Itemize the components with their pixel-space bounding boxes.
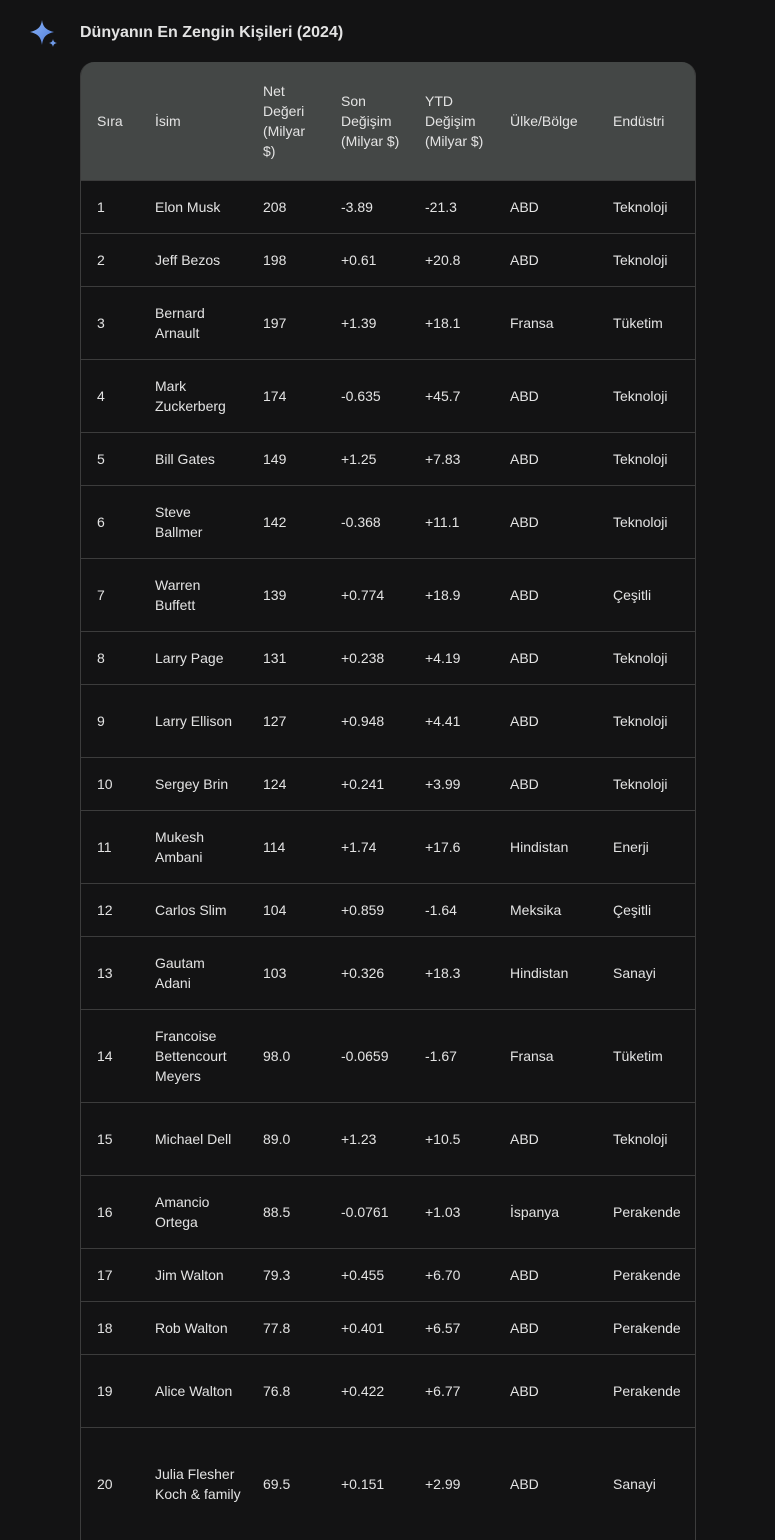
cell-net-worth: 98.0 — [247, 1009, 325, 1102]
cell-last-change: +1.39 — [325, 286, 409, 359]
cell-country: ABD — [494, 631, 597, 684]
cell-name: Rob Walton — [139, 1301, 247, 1354]
cell-country: ABD — [494, 233, 597, 286]
cell-net-worth: 77.8 — [247, 1301, 325, 1354]
cell-country: ABD — [494, 558, 597, 631]
table-row — [81, 233, 696, 286]
cell-ytd-change: -1.64 — [409, 883, 494, 936]
table-row — [81, 359, 696, 432]
cell-rank: 13 — [81, 936, 139, 1009]
cell-ytd-change: +17.6 — [409, 810, 494, 883]
cell-net-worth: 174 — [247, 359, 325, 432]
table-row — [81, 1102, 696, 1175]
cell-last-change: +1.74 — [325, 810, 409, 883]
cell-last-change: +0.948 — [325, 684, 409, 757]
richest-people-table — [80, 62, 696, 1540]
cell-name: Francoise Bettencourt Meyers — [139, 1009, 247, 1102]
cell-industry: Çeşitli — [597, 558, 696, 631]
cell-rank: 1 — [81, 180, 139, 233]
cell-ytd-change: +20.8 — [409, 233, 494, 286]
cell-rank: 9 — [81, 684, 139, 757]
cell-ytd-change: +3.99 — [409, 757, 494, 810]
cell-country: ABD — [494, 1427, 597, 1540]
cell-net-worth: 139 — [247, 558, 325, 631]
cell-net-worth: 208 — [247, 180, 325, 233]
cell-country: İspanya — [494, 1175, 597, 1248]
cell-last-change: -0.0659 — [325, 1009, 409, 1102]
table-row — [81, 1175, 696, 1248]
cell-industry: Teknoloji — [597, 757, 696, 810]
column-header-name: İsim — [155, 112, 181, 129]
cell-country: Fransa — [494, 286, 597, 359]
cell-last-change: +0.455 — [325, 1248, 409, 1301]
cell-country: Hindistan — [494, 810, 597, 883]
cell-industry: Perakende — [597, 1175, 696, 1248]
table-row — [81, 432, 696, 485]
cell-country: ABD — [494, 180, 597, 233]
cell-country: ABD — [494, 359, 597, 432]
gemini-sparkle-icon — [28, 18, 60, 50]
cell-net-worth: 142 — [247, 485, 325, 558]
cell-net-worth: 114 — [247, 810, 325, 883]
cell-last-change: +0.61 — [325, 233, 409, 286]
cell-ytd-change: +1.03 — [409, 1175, 494, 1248]
cell-last-change: +0.422 — [325, 1354, 409, 1427]
cell-name: Mark Zuckerberg — [139, 359, 247, 432]
cell-industry: Tüketim — [597, 1009, 696, 1102]
cell-ytd-change: -1.67 — [409, 1009, 494, 1102]
cell-country: ABD — [494, 432, 597, 485]
cell-country: ABD — [494, 1301, 597, 1354]
cell-rank: 17 — [81, 1248, 139, 1301]
cell-last-change: +0.774 — [325, 558, 409, 631]
cell-ytd-change: +6.70 — [409, 1248, 494, 1301]
cell-industry: Perakende — [597, 1354, 696, 1427]
cell-net-worth: 149 — [247, 432, 325, 485]
column-header-ytd-change: YTD Değişim (Milyar $) — [425, 92, 484, 149]
cell-ytd-change: +10.5 — [409, 1102, 494, 1175]
cell-net-worth: 103 — [247, 936, 325, 1009]
cell-country: ABD — [494, 1102, 597, 1175]
cell-net-worth: 69.5 — [247, 1427, 325, 1540]
table-row — [81, 1301, 696, 1354]
cell-country: ABD — [494, 485, 597, 558]
table-row — [81, 936, 696, 1009]
cell-industry: Enerji — [597, 810, 696, 883]
cell-rank: 15 — [81, 1102, 139, 1175]
cell-name: Gautam Adani — [139, 936, 247, 1009]
cell-industry: Teknoloji — [597, 359, 696, 432]
table-row — [81, 1009, 696, 1102]
cell-last-change: +0.151 — [325, 1427, 409, 1540]
table-row — [81, 631, 696, 684]
cell-rank: 19 — [81, 1354, 139, 1427]
cell-rank: 8 — [81, 631, 139, 684]
cell-rank: 3 — [81, 286, 139, 359]
cell-name: Bernard Arnault — [139, 286, 247, 359]
cell-rank: 11 — [81, 810, 139, 883]
cell-net-worth: 88.5 — [247, 1175, 325, 1248]
cell-industry: Perakende — [597, 1248, 696, 1301]
cell-last-change: -0.368 — [325, 485, 409, 558]
cell-name: Julia Flesher Koch & family — [139, 1427, 247, 1540]
cell-ytd-change: +11.1 — [409, 485, 494, 558]
cell-name: Larry Ellison — [139, 684, 247, 757]
cell-industry: Teknoloji — [597, 180, 696, 233]
cell-country: ABD — [494, 684, 597, 757]
cell-rank: 14 — [81, 1009, 139, 1102]
cell-name: Elon Musk — [139, 180, 247, 233]
table-row — [81, 1354, 696, 1427]
response-header — [28, 18, 60, 50]
cell-ytd-change: +45.7 — [409, 359, 494, 432]
response-title: Dünyanın En Zengin Kişileri (2024) — [80, 24, 344, 41]
cell-ytd-change: +18.3 — [409, 936, 494, 1009]
cell-net-worth: 76.8 — [247, 1354, 325, 1427]
cell-country: Hindistan — [494, 936, 597, 1009]
cell-last-change: +0.238 — [325, 631, 409, 684]
column-header-last-change: Son Değişim (Milyar $) — [341, 92, 400, 149]
cell-name: Michael Dell — [139, 1102, 247, 1175]
cell-name: Warren Buffett — [139, 558, 247, 631]
cell-last-change: -0.0761 — [325, 1175, 409, 1248]
cell-name: Steve Ballmer — [139, 485, 247, 558]
table-row — [81, 286, 696, 359]
cell-country: ABD — [494, 1354, 597, 1427]
cell-industry: Teknoloji — [597, 631, 696, 684]
table-row — [81, 1427, 696, 1540]
table-row — [81, 558, 696, 631]
cell-rank: 7 — [81, 558, 139, 631]
cell-net-worth: 89.0 — [247, 1102, 325, 1175]
cell-rank: 12 — [81, 883, 139, 936]
cell-name: Sergey Brin — [139, 757, 247, 810]
table-row — [81, 180, 696, 233]
cell-net-worth: 197 — [247, 286, 325, 359]
column-header-rank: Sıra — [97, 112, 123, 129]
cell-net-worth: 104 — [247, 883, 325, 936]
cell-ytd-change: +6.57 — [409, 1301, 494, 1354]
cell-name: Alice Walton — [139, 1354, 247, 1427]
cell-net-worth: 198 — [247, 233, 325, 286]
cell-industry: Sanayi — [597, 936, 696, 1009]
cell-name: Amancio Ortega — [139, 1175, 247, 1248]
cell-rank: 6 — [81, 485, 139, 558]
cell-rank: 20 — [81, 1427, 139, 1540]
cell-country: Fransa — [494, 1009, 597, 1102]
cell-ytd-change: +2.99 — [409, 1427, 494, 1540]
cell-net-worth: 79.3 — [247, 1248, 325, 1301]
cell-rank: 18 — [81, 1301, 139, 1354]
cell-ytd-change: +4.41 — [409, 684, 494, 757]
cell-last-change: +0.326 — [325, 936, 409, 1009]
cell-net-worth: 127 — [247, 684, 325, 757]
cell-name: Larry Page — [139, 631, 247, 684]
cell-name: Mukesh Ambani — [139, 810, 247, 883]
cell-industry: Teknoloji — [597, 233, 696, 286]
cell-country: ABD — [494, 757, 597, 810]
table-header-row — [81, 62, 696, 180]
cell-net-worth: 131 — [247, 631, 325, 684]
table-row — [81, 810, 696, 883]
cell-industry: Teknoloji — [597, 684, 696, 757]
cell-rank: 10 — [81, 757, 139, 810]
cell-last-change: -3.89 — [325, 180, 409, 233]
cell-country: Meksika — [494, 883, 597, 936]
cell-industry: Tüketim — [597, 286, 696, 359]
cell-ytd-change: +7.83 — [409, 432, 494, 485]
cell-ytd-change: +6.77 — [409, 1354, 494, 1427]
table-row — [81, 757, 696, 810]
cell-rank: 5 — [81, 432, 139, 485]
cell-last-change: +1.23 — [325, 1102, 409, 1175]
cell-net-worth: 124 — [247, 757, 325, 810]
column-header-net-worth: Net Değeri (Milyar $) — [263, 82, 305, 159]
cell-last-change: +0.401 — [325, 1301, 409, 1354]
cell-ytd-change: +18.1 — [409, 286, 494, 359]
cell-industry: Çeşitli — [597, 883, 696, 936]
cell-last-change: -0.635 — [325, 359, 409, 432]
cell-rank: 16 — [81, 1175, 139, 1248]
cell-ytd-change: -21.3 — [409, 180, 494, 233]
cell-last-change: +0.241 — [325, 757, 409, 810]
cell-last-change: +1.25 — [325, 432, 409, 485]
cell-ytd-change: +18.9 — [409, 558, 494, 631]
cell-industry: Teknoloji — [597, 432, 696, 485]
cell-ytd-change: +4.19 — [409, 631, 494, 684]
cell-name: Carlos Slim — [139, 883, 247, 936]
cell-industry: Teknoloji — [597, 485, 696, 558]
cell-rank: 2 — [81, 233, 139, 286]
table-row — [81, 883, 696, 936]
table-row — [81, 684, 696, 757]
cell-name: Bill Gates — [139, 432, 247, 485]
cell-industry: Teknoloji — [597, 1102, 696, 1175]
cell-name: Jim Walton — [139, 1248, 247, 1301]
cell-last-change: +0.859 — [325, 883, 409, 936]
column-header-industry: Endüstri — [613, 112, 665, 129]
cell-industry: Perakende — [597, 1301, 696, 1354]
cell-country: ABD — [494, 1248, 597, 1301]
table-row — [81, 1248, 696, 1301]
cell-industry: Sanayi — [597, 1427, 696, 1540]
table-row — [81, 485, 696, 558]
cell-rank: 4 — [81, 359, 139, 432]
cell-name: Jeff Bezos — [139, 233, 247, 286]
column-header-country: Ülke/Bölge — [510, 112, 578, 129]
